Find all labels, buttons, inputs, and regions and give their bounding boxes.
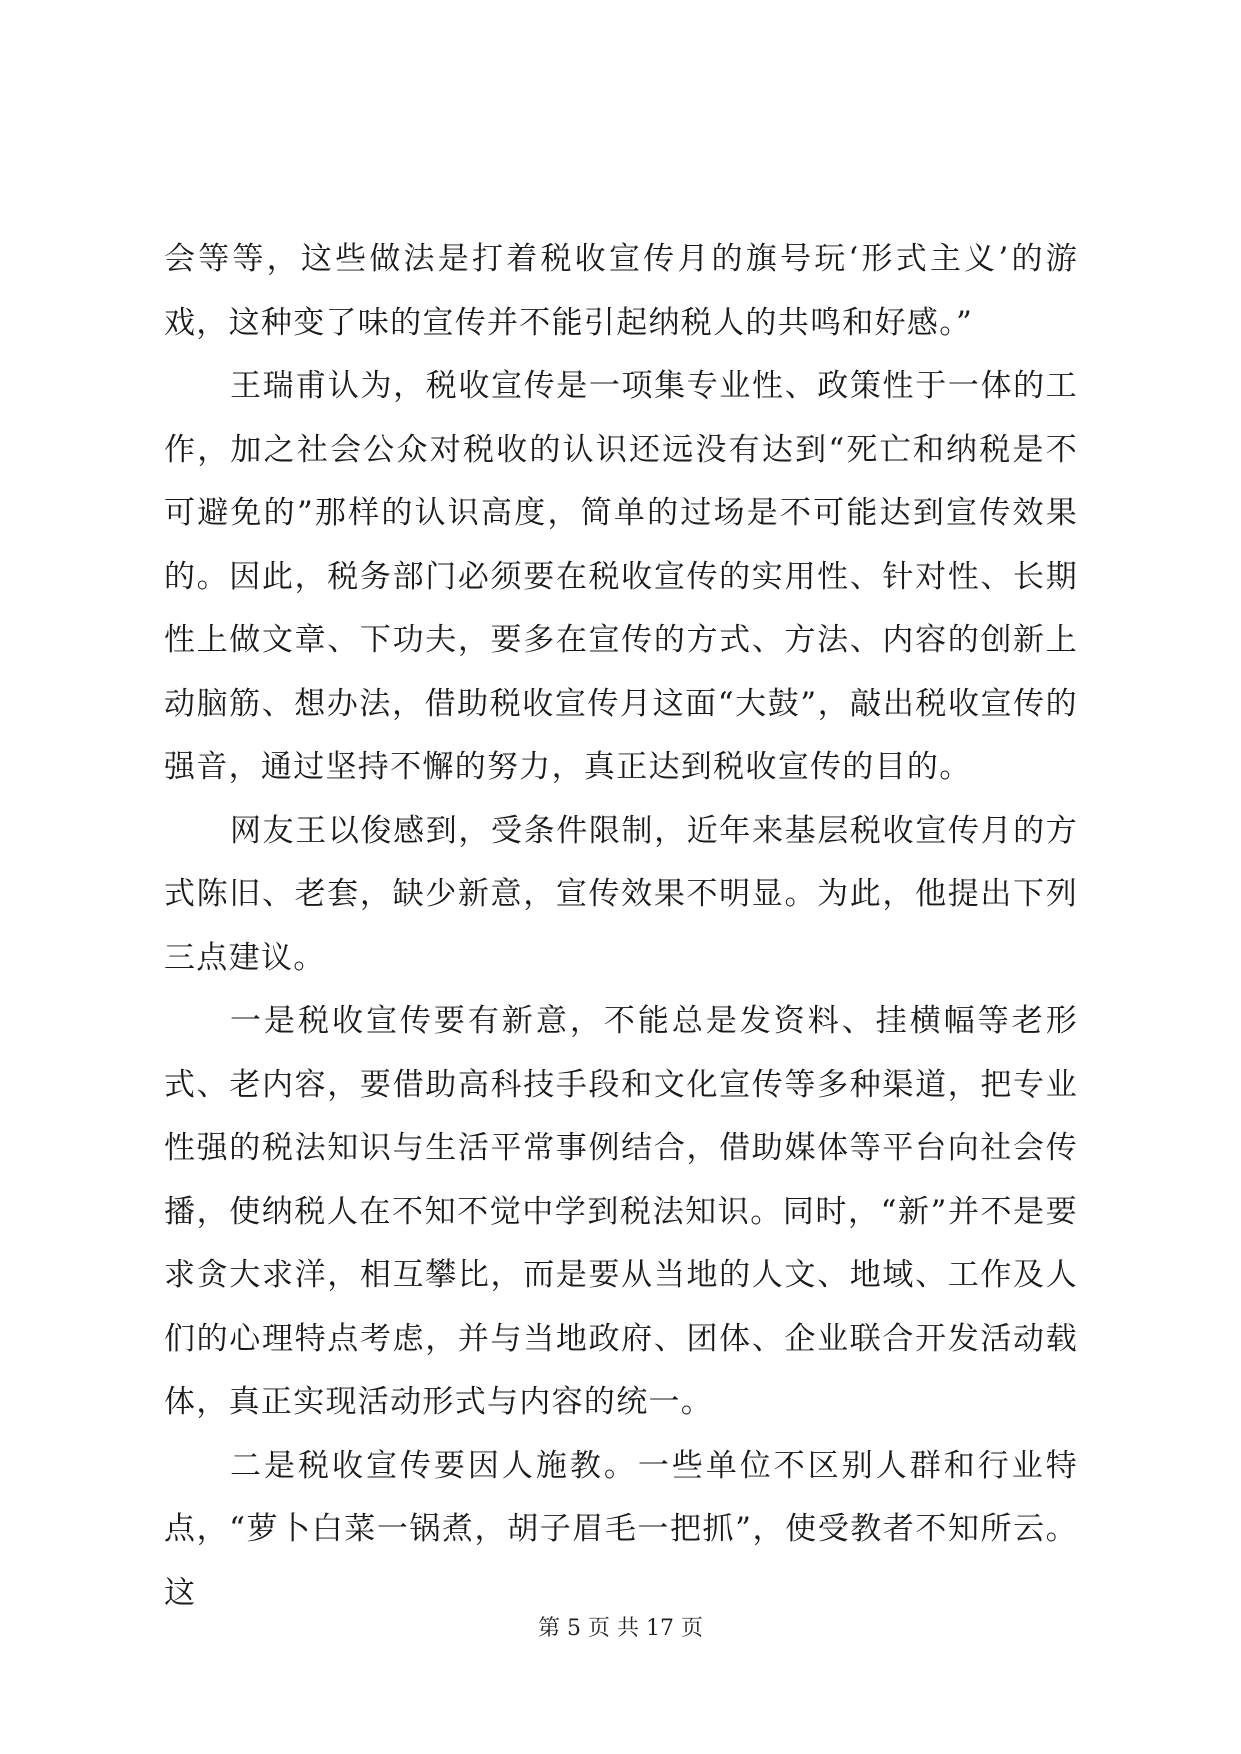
paragraph-continuation: 会等等，这些做法是打着税收宣传月的旗号玩‘形式主义’的游戏，这种变了味的宣传并不能引起纳税人的共鸣和好感。”: [164, 241, 1078, 341]
document-body: [164, 228, 1078, 1625]
page-footer: 第 5 页 共 17 页: [538, 1616, 703, 1641]
paragraph-suggestion-two: 二是税收宣传要因人施教。一些单位不区别人群和行业特点，“萝卜白菜一锅煮，胡子眉毛一把抓”，使受教者不知所云。这: [164, 1447, 1078, 1611]
paragraph-suggestion-one: 一是税收宣传要有新意，不能总是发资料、挂横幅等老形式、老内容，要借助高科技手段和文化宣传等多种渠道，把专业性强的税法知识与生活平常事例结合，借助媒体等平台向社会传播，使纳税人在不知不觉中学到税法知识。同时，“新”并不是要求贪大求洋，相互攀比，而是要从当地的人文、地域、工作及人们的心理特点考虑，并与当地政府、团体、企业联合开发活动载体，真正实现活动形式与内容的统一。: [164, 1003, 1078, 1420]
paragraph-wang-yijun: 网友王以俊感到，受条件限制，近年来基层税收宣传月的方式陈旧、老套，缺少新意，宣传效果不明显。为此，他提出下列三点建议。: [164, 812, 1078, 976]
paragraph-wang-ruifu: 王瑞甫认为，税收宣传是一项集专业性、政策性于一体的工作，加之社会公众对税收的认识还远没有达到“死亡和纳税是不可避免的”那样的认识高度，简单的过场是不可能达到宣传效果的。因此，税务部门必须要在税收宣传的实用性、针对性、长期性上做文章、下功夫，要多在宣传的方式、方法、内容的创新上动脑筋、想办法，借助税收宣传月这面“大鼓”，敲出税收宣传的强音，通过坚持不懈的努力，真正达到税收宣传的目的。: [164, 368, 1078, 785]
